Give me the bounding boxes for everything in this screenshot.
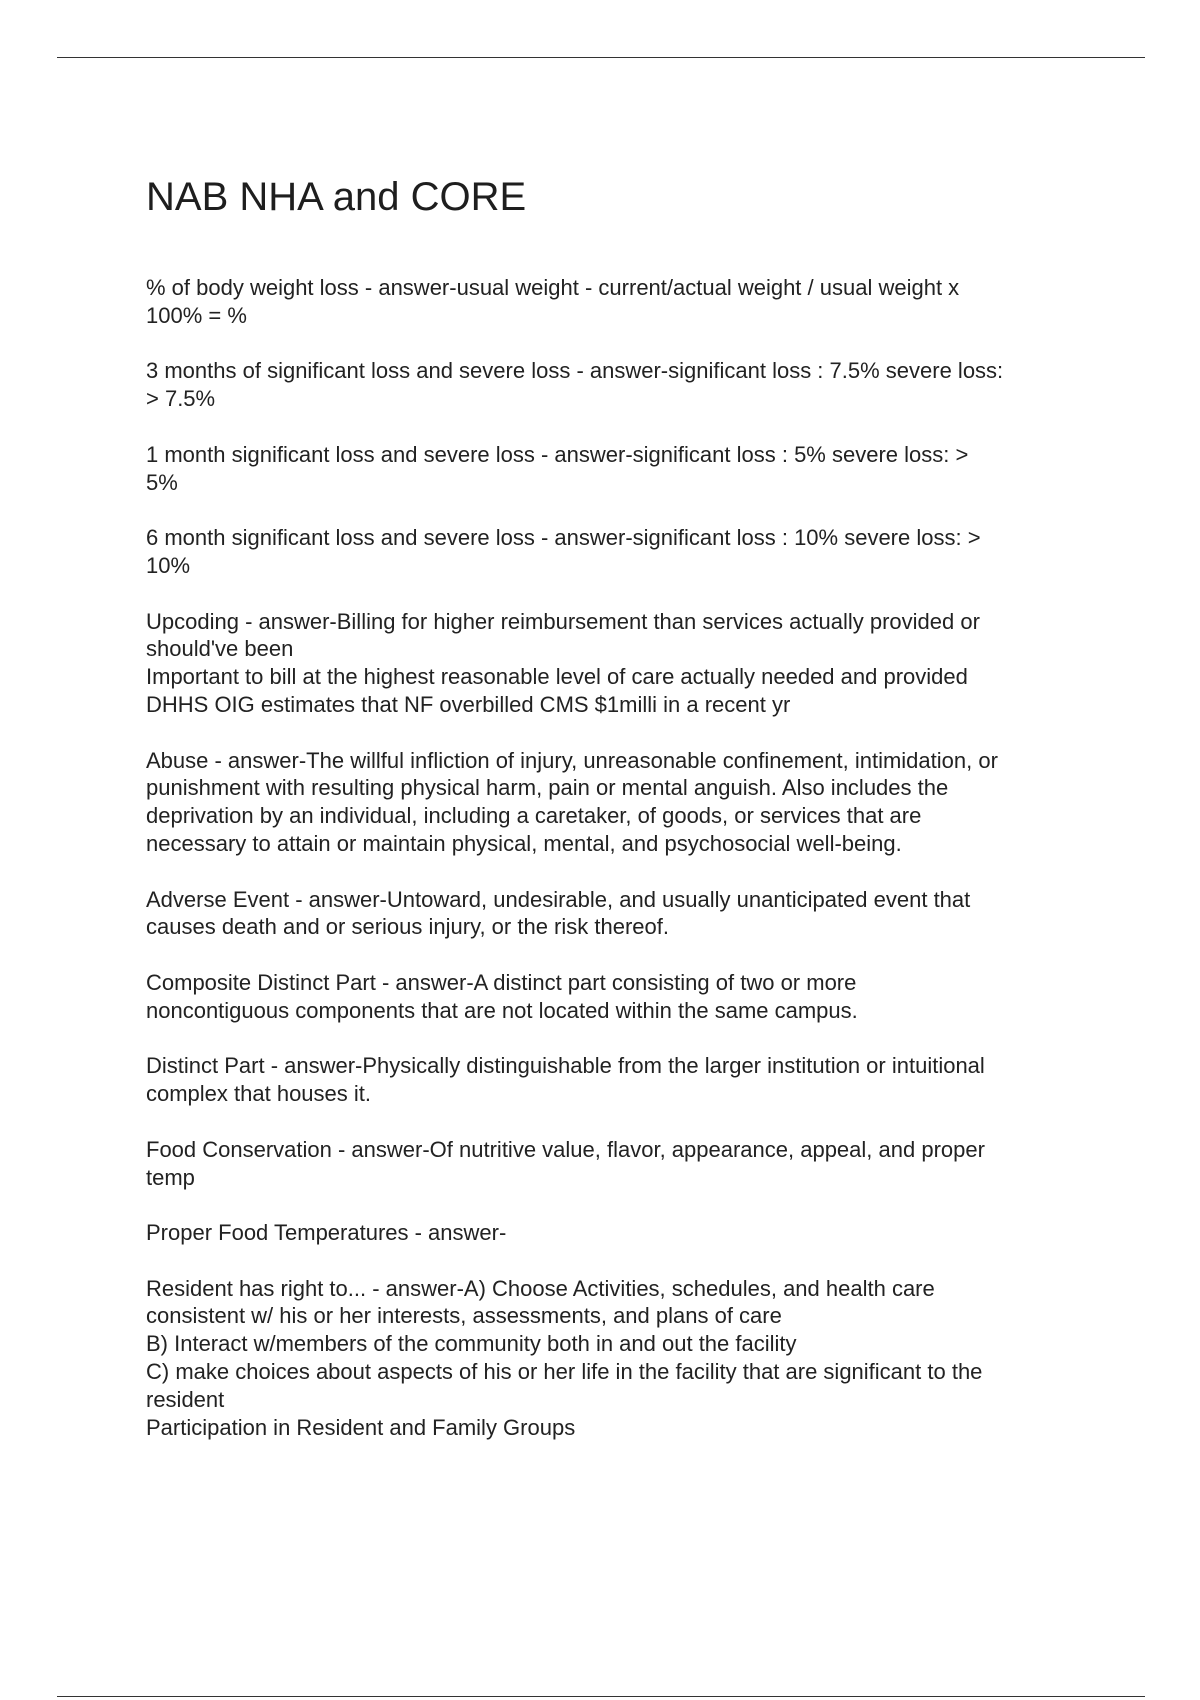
entry-line: punishment with resulting physical harm, pain or mental anguish. Also includes the: [146, 775, 949, 801]
entry-line: 6 month significant loss and severe loss - answer-significant loss : 10% severe loss: >: [146, 525, 981, 551]
document-body: [146, 170, 1106, 1469]
entry-line: necessary to attain or maintain physical, mental, and psychosocial well-being.: [146, 830, 902, 856]
entry-line: Participation in Resident and Family Groups: [146, 1414, 576, 1440]
qa-entry: [146, 1219, 1106, 1247]
bottom-divider: [57, 1696, 1145, 1697]
entry-line: resident: [146, 1386, 225, 1412]
qa-entry: [146, 357, 1106, 413]
entry-line: Upcoding - answer-Billing for higher reimbursement than services actually provided or: [146, 608, 980, 634]
entry-line: Important to bill at the highest reasonable level of care actually needed and provided: [146, 664, 968, 690]
entry-line: 3 months of significant loss and severe loss - answer-significant loss : 7.5% severe loss:: [146, 358, 1004, 384]
entry-line: Food Conservation - answer-Of nutritive value, flavor, appearance, appeal, and proper: [146, 1136, 985, 1162]
entry-line: 100% = %: [146, 302, 247, 328]
qa-entry: [146, 1136, 1106, 1192]
qa-entry: [146, 524, 1106, 580]
qa-entry: [146, 1275, 1106, 1442]
entry-line: Distinct Part - answer-Physically distinguishable from the larger institution or intuitional: [146, 1053, 985, 1079]
entry-line: temp: [146, 1164, 195, 1190]
entry-line: B) Interact w/members of the community both in and out the facility: [146, 1331, 797, 1357]
qa-entry: [146, 608, 1106, 719]
qa-entry: [146, 969, 1106, 1025]
entry-line: should've been: [146, 636, 294, 662]
qa-entry: [146, 274, 1106, 330]
entry-line: 10%: [146, 552, 191, 578]
entry-line: Composite Distinct Part - answer-A distinct part consisting of two or more: [146, 969, 857, 995]
entry-line: DHHS OIG estimates that NF overbilled CMS $1milli in a recent yr: [146, 691, 791, 717]
entry-line: C) make choices about aspects of his or her life in the facility that are significant to the: [146, 1359, 983, 1385]
entry-line: causes death and or serious injury, or the risk thereof.: [146, 914, 669, 940]
entry-line: Resident has right to... - answer-A) Choose Activities, schedules, and health care: [146, 1275, 935, 1301]
entry-line: noncontiguous components that are not located within the same campus.: [146, 997, 858, 1023]
entry-line: 1 month significant loss and severe loss - answer-significant loss : 5% severe loss: >: [146, 441, 969, 467]
entry-line: consistent w/ his or her interests, assessments, and plans of care: [146, 1303, 782, 1329]
qa-entry: [146, 441, 1106, 497]
qa-entry: [146, 886, 1106, 942]
qa-entry: [146, 747, 1106, 858]
entry-line: Proper Food Temperatures - answer-: [146, 1220, 507, 1246]
top-divider: [57, 57, 1145, 58]
entry-line: complex that houses it.: [146, 1081, 372, 1107]
qa-entry: [146, 1052, 1106, 1108]
document-title: NAB NHA and CORE: [146, 175, 527, 219]
entry-line: % of body weight loss - answer-usual weight - current/actual weight / usual weight x: [146, 275, 960, 300]
entry-line: Abuse - answer-The willful infliction of injury, unreasonable confinement, intimidation, or: [146, 747, 998, 773]
entry-list: [146, 274, 1106, 1441]
entry-line: > 7.5%: [146, 386, 216, 412]
entry-line: Adverse Event - answer-Untoward, undesirable, and usually unanticipated event that: [146, 886, 971, 912]
entry-line: deprivation by an individual, including a caretaker, of goods, or services that are: [146, 803, 922, 829]
entry-line: 5%: [146, 469, 178, 495]
